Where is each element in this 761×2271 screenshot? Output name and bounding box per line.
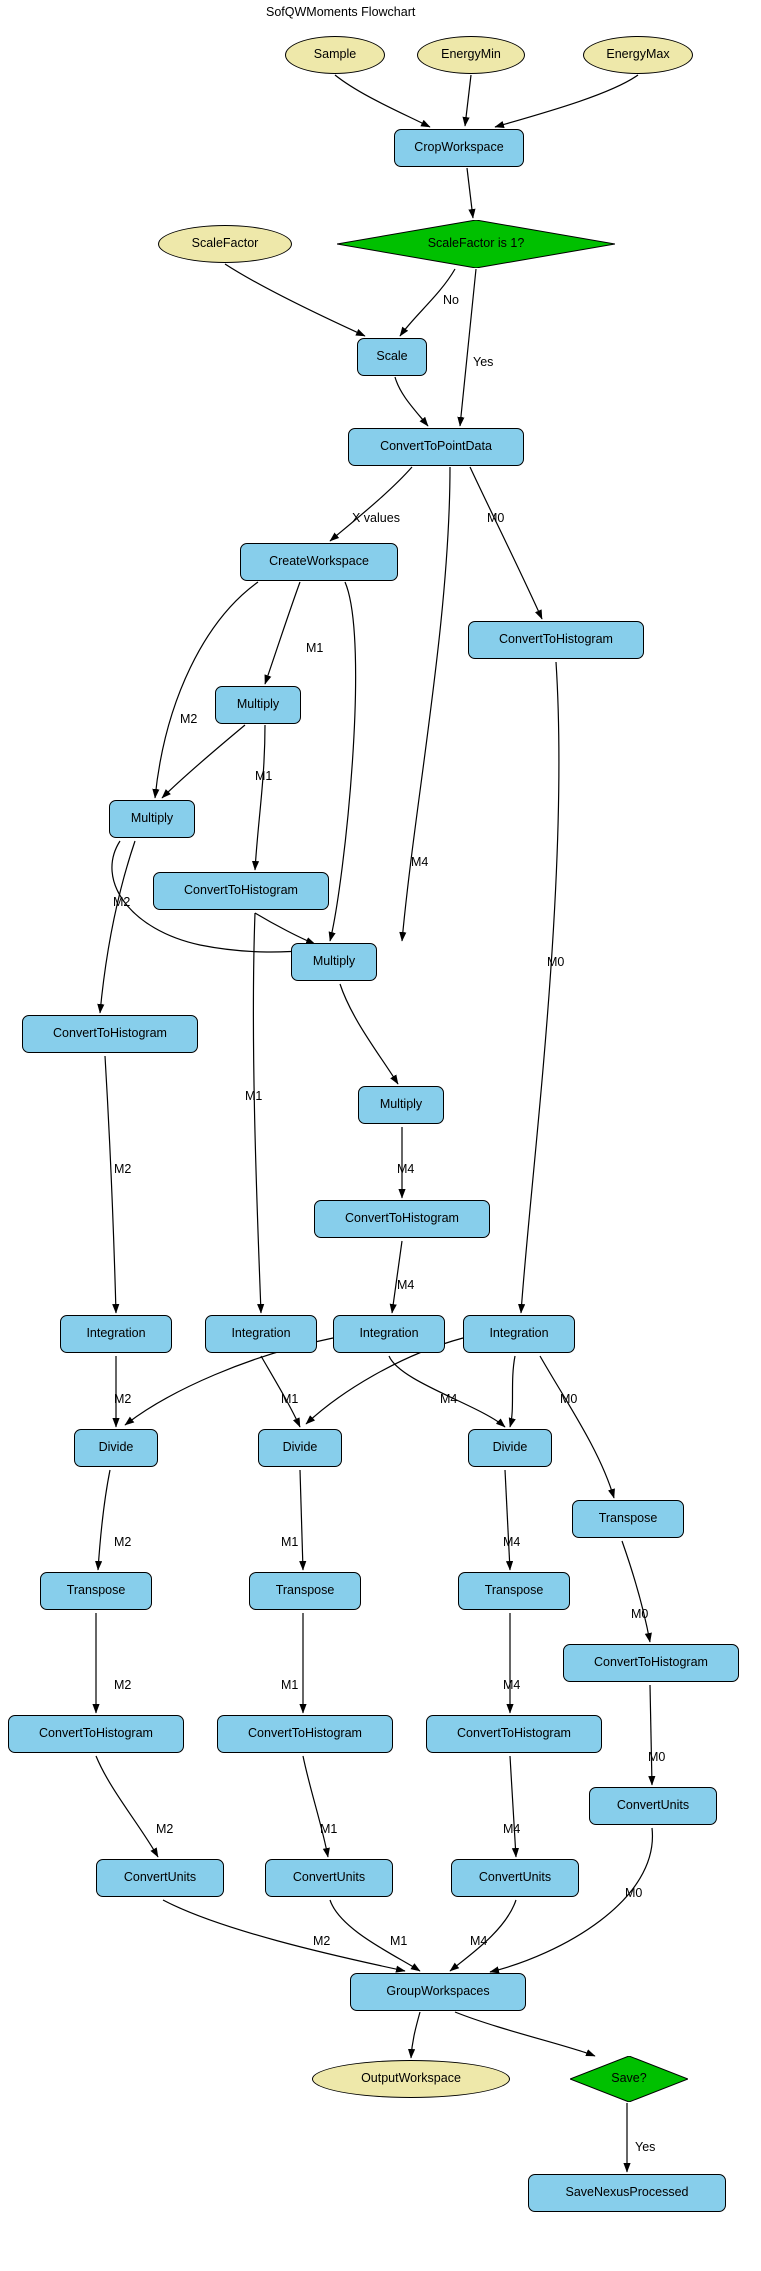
node-label: EnergyMax (606, 47, 670, 62)
node-scalefactor[interactable] (158, 225, 292, 263)
node-label: SaveNexusProcessed (565, 2185, 689, 2200)
node-integration_m4[interactable] (333, 1315, 445, 1353)
node-cth_m2_b[interactable] (22, 1015, 198, 1053)
node-label: Transpose (66, 1583, 126, 1598)
node-label: ConvertUnits (616, 1798, 690, 1813)
node-scale[interactable] (357, 338, 427, 376)
edge-label: X values (352, 511, 400, 525)
node-multiply_m1a[interactable] (215, 686, 301, 724)
node-sample[interactable] (285, 36, 385, 74)
node-energymax[interactable] (583, 36, 693, 74)
edge-label: M1 (281, 1535, 299, 1549)
node-label: Multiply (236, 697, 280, 712)
node-convertunits_m1[interactable] (265, 1859, 393, 1897)
edge-label: M2 (156, 1822, 174, 1836)
edge-label: M0 (625, 1886, 643, 1900)
node-label: EnergyMin (441, 47, 501, 62)
node-multiply_m2a[interactable] (109, 800, 195, 838)
node-divide_m4[interactable] (468, 1429, 552, 1467)
edge-label: M2 (113, 895, 131, 909)
node-cth_m0_b[interactable] (563, 1644, 739, 1682)
node-scalefactor_is1[interactable] (337, 220, 615, 268)
node-integration_m2[interactable] (60, 1315, 172, 1353)
node-energymin[interactable] (417, 36, 525, 74)
edge-label: M0 (487, 511, 505, 525)
node-cth_m2_a[interactable] (153, 872, 329, 910)
node-label: Transpose (275, 1583, 335, 1598)
node-label: Multiply (379, 1097, 423, 1112)
node-divide_m1[interactable] (258, 1429, 342, 1467)
node-label: ConvertUnits (478, 1870, 552, 1885)
node-convertunits_m2[interactable] (96, 1859, 224, 1897)
node-label: Transpose (484, 1583, 544, 1598)
node-label: CreateWorkspace (269, 554, 369, 569)
node-label: Divide (282, 1440, 318, 1455)
edge-label: M4 (397, 1162, 415, 1176)
edge-label: M2 (114, 1678, 132, 1692)
node-label: Divide (492, 1440, 528, 1455)
node-save[interactable] (570, 2056, 688, 2102)
edge-label: M2 (180, 712, 198, 726)
node-label: Multiply (312, 954, 356, 969)
node-label: ConvertToHistogram (594, 1655, 708, 1670)
edge-label: Yes (473, 355, 494, 369)
node-label: ConvertToHistogram (184, 883, 298, 898)
edge-label: M0 (547, 955, 565, 969)
edge-label: M2 (114, 1162, 132, 1176)
node-multiply_m4b[interactable] (358, 1086, 444, 1124)
edge-label: No (443, 293, 459, 307)
node-label: ConvertToHistogram (345, 1211, 459, 1226)
node-cth_m4_a[interactable] (314, 1200, 490, 1238)
node-label: ConvertToHistogram (39, 1726, 153, 1741)
node-transpose_m2[interactable] (40, 1572, 152, 1610)
node-groupworkspaces[interactable] (350, 1973, 526, 2011)
node-convertunits_m4[interactable] (451, 1859, 579, 1897)
node-label: CropWorkspace (414, 140, 504, 155)
node-label: ConvertToPointData (380, 439, 492, 454)
node-transpose_m0[interactable] (572, 1500, 684, 1538)
node-label: ScaleFactor is 1? (427, 236, 525, 251)
node-label: Divide (98, 1440, 134, 1455)
node-label: ConvertUnits (123, 1870, 197, 1885)
node-label: Integration (489, 1326, 549, 1341)
node-converttopointdata[interactable] (348, 428, 524, 466)
node-cth_m1_c[interactable] (217, 1715, 393, 1753)
node-label: ConvertToHistogram (53, 1026, 167, 1041)
node-label: OutputWorkspace (361, 2071, 461, 2086)
node-label: Integration (359, 1326, 419, 1341)
edge-label: Yes (635, 2140, 656, 2154)
edge-label: M1 (306, 641, 324, 655)
node-transpose_m1[interactable] (249, 1572, 361, 1610)
node-label: Scale (376, 349, 408, 364)
edge-label: M2 (114, 1535, 132, 1549)
edge-label: M0 (631, 1607, 649, 1621)
edge-label: M4 (397, 1278, 415, 1292)
node-label: Transpose (598, 1511, 658, 1526)
edge-label: M0 (648, 1750, 666, 1764)
edge-label: M1 (320, 1822, 338, 1836)
edge-label: M4 (411, 855, 429, 869)
chart-title: SofQWMoments Flowchart (266, 5, 416, 19)
node-cropworkspace[interactable] (394, 129, 524, 167)
node-label: ConvertToHistogram (248, 1726, 362, 1741)
edge-label: M0 (560, 1392, 578, 1406)
edge-label: M1 (255, 769, 273, 783)
node-label: ConvertToHistogram (457, 1726, 571, 1741)
edge-label: M4 (470, 1934, 488, 1948)
node-savenexusprocessed[interactable] (528, 2174, 726, 2212)
edge-label: M1 (245, 1089, 263, 1103)
edge-label: M1 (390, 1934, 408, 1948)
node-label: ScaleFactor (191, 236, 259, 251)
node-divide_m2[interactable] (74, 1429, 158, 1467)
edge-label: M2 (114, 1392, 132, 1406)
edge-label: M4 (440, 1392, 458, 1406)
edge-label: M2 (313, 1934, 331, 1948)
node-label: Integration (231, 1326, 291, 1341)
node-label: GroupWorkspaces (386, 1984, 490, 1999)
node-label: ConvertToHistogram (499, 632, 613, 647)
node-integration_m0[interactable] (463, 1315, 575, 1353)
node-cth_m4_c[interactable] (426, 1715, 602, 1753)
node-multiply_m4a[interactable] (291, 943, 377, 981)
edge-label: M4 (503, 1822, 521, 1836)
node-label: Save? (611, 2071, 647, 2086)
edge-label: M1 (281, 1392, 299, 1406)
node-label: Multiply (130, 811, 174, 826)
node-integration_m1[interactable] (205, 1315, 317, 1353)
node-label: Sample (313, 47, 357, 62)
node-label: ConvertUnits (292, 1870, 366, 1885)
node-createworkspace[interactable] (240, 543, 398, 581)
node-outputworkspace[interactable] (312, 2060, 510, 2098)
edge-label: M4 (503, 1535, 521, 1549)
node-label: Integration (86, 1326, 146, 1341)
node-transpose_m4[interactable] (458, 1572, 570, 1610)
node-convertunits_m0[interactable] (589, 1787, 717, 1825)
edge-label: M1 (281, 1678, 299, 1692)
edge-label: M4 (503, 1678, 521, 1692)
node-cth_m2_c[interactable] (8, 1715, 184, 1753)
node-cth_m0_top[interactable] (468, 621, 644, 659)
